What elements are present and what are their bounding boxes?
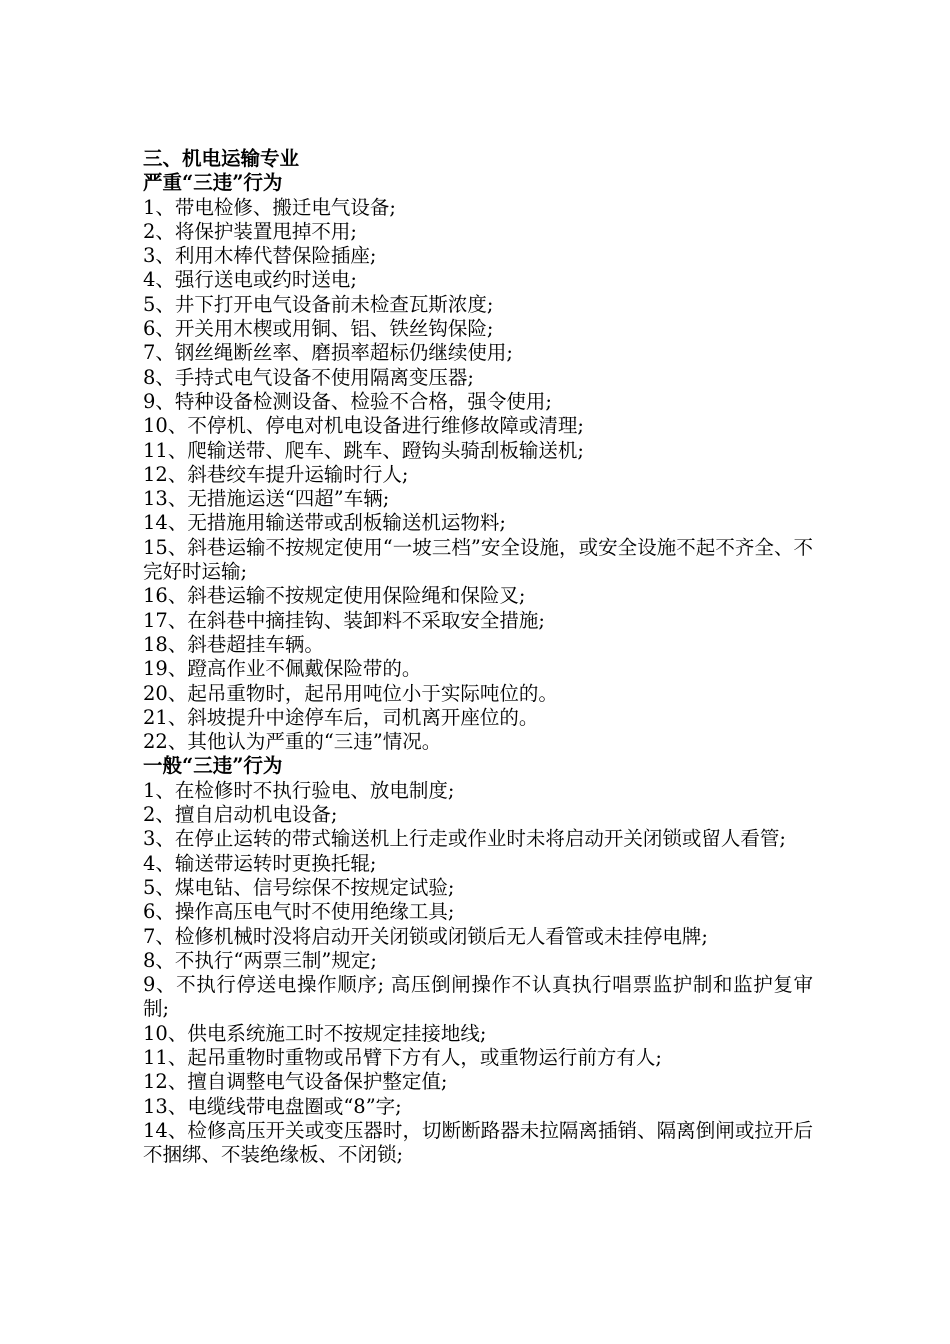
list-item: 3、在停止运转的带式输送机上行走或作业时未将启动开关闭锁或留人看管; — [143, 827, 786, 851]
list-item: 2、将保护装置甩掉不用; — [143, 219, 357, 243]
list-item: 9、不执行停送电操作顺序; 高压倒闸操作不认真执行唱票监护制和监护复审制; — [143, 973, 813, 1021]
list-item: 7、钢丝绳断丝率、磨损率超标仍继续使用; — [143, 341, 513, 365]
list-item: 4、输送带运转时更换托辊; — [143, 851, 377, 875]
list-item: 15、斜巷运输不按规定使用“一坡三档”安全设施，或安全设施不起不齐全、不完好时运输; — [143, 535, 813, 584]
list-item: 12、斜巷绞车提升运输时行人; — [143, 462, 409, 486]
list-item: 19、蹬高作业不佩戴保险带的。 — [143, 657, 422, 681]
list-item: 8、不执行“两票三制”规定; — [143, 948, 377, 972]
list-item: 11、爬输送带、爬车、跳车、蹬钩头骑刮板输送机; — [143, 438, 584, 462]
list-item: 21、斜坡提升中途停车后，司机离开座位的。 — [143, 705, 539, 729]
list-item: 5、井下打开电气设备前未检查瓦斯浓度; — [143, 292, 494, 316]
list-item: 2、擅自启动机电设备; — [143, 803, 338, 827]
list-item: 6、操作高压电气时不使用绝缘工具; — [143, 900, 455, 924]
general-violations-list — [143, 779, 813, 1168]
list-item: 4、强行送电或约时送电; — [143, 268, 357, 292]
list-item: 20、起吊重物时，起吊用吨位小于实际吨位的。 — [143, 681, 558, 705]
list-item: 6、开关用木楔或用铜、铝、铁丝钩保险; — [143, 317, 494, 341]
list-item: 5、煤电钻、信号综保不按规定试验; — [143, 875, 455, 899]
list-item: 14、检修高压开关或变压器时，切断断路器未拉隔离插销、隔离倒闸或拉开后不捆绑、不装绝缘板、不闭锁; — [143, 1118, 813, 1167]
list-item: 8、手持式电气设备不使用隔离变压器; — [143, 365, 474, 389]
section-title: 三、机电运输专业 — [143, 147, 300, 170]
list-item: 13、电缆线带电盘圈或“8”字; — [143, 1094, 402, 1118]
list-item: 14、无措施用输送带或刮板输送机运物料; — [143, 511, 506, 535]
list-item: 9、特种设备检测设备、检验不合格，强令使用; — [143, 389, 552, 413]
serious-violations-heading: 严重“三违”行为 — [143, 171, 283, 195]
document-page — [143, 147, 813, 1167]
list-item: 10、供电系统施工时不按规定挂接地线; — [143, 1021, 487, 1045]
list-item: 18、斜巷超挂车辆。 — [143, 632, 324, 656]
list-item: 17、在斜巷中摘挂钩、装卸料不采取安全措施; — [143, 608, 545, 632]
list-item: 7、检修机械时没将启动开关闭锁或闭锁后无人看管或未挂停电牌; — [143, 924, 708, 948]
list-item: 1、在检修时不执行验电、放电制度; — [143, 778, 455, 802]
list-item: 13、无措施运送“四超”车辆; — [143, 487, 390, 511]
list-item: 12、擅自调整电气设备保护整定值; — [143, 1070, 448, 1094]
list-item: 16、斜巷运输不按规定使用保险绳和保险叉; — [143, 584, 526, 608]
list-item: 11、起吊重物时重物或吊臂下方有人，或重物运行前方有人; — [143, 1045, 662, 1069]
general-violations-heading: 一般“三违”行为 — [143, 754, 283, 778]
list-item: 1、带电检修、搬迁电气设备; — [143, 195, 396, 219]
serious-violations-list — [143, 196, 813, 755]
list-item: 10、不停机、停电对机电设备进行维修故障或清理; — [143, 414, 584, 438]
list-item: 22、其他认为严重的“三违”情况。 — [143, 730, 442, 754]
list-item: 3、利用木棒代替保险插座; — [143, 244, 377, 268]
